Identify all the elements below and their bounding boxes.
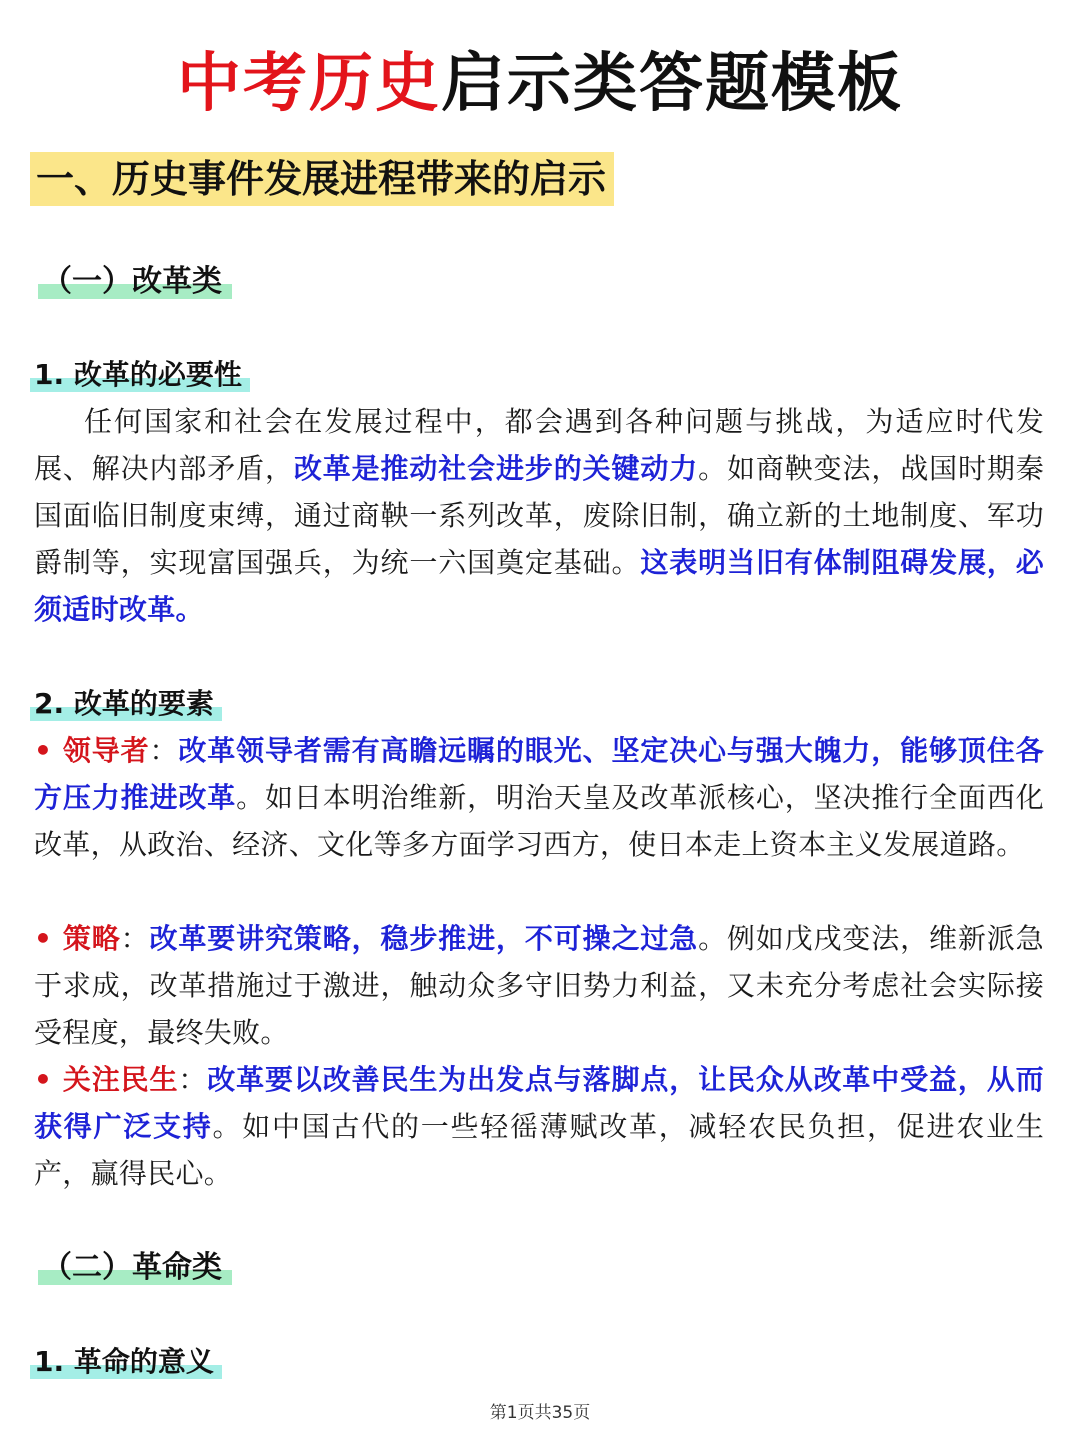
people-example: 。如中国古代的一些轻徭薄赋改革，减轻农民负担，促进农业生产，赢得民心。 [34, 1110, 1044, 1190]
leader-emphasis: 改革领导者需有高瞻远瞩的眼光、坚定决心与强大魄力，能够顶住各方压力推进改革 [34, 734, 1044, 814]
strategy-paragraph [34, 915, 1044, 1056]
reform-necessity-conclusion: 这表明当旧有体制阻碍发展，必须适时改革。 [34, 546, 1044, 626]
title-red-part: 中考历史 [177, 47, 441, 121]
reform-necessity-heading: 1. 改革的必要性 [30, 355, 250, 395]
reform-necessity-emphasis: 改革是推动社会进步的关键动力 [293, 452, 699, 485]
people-emphasis: 改革要以改善民生为出发点与落脚点，让民众从改革中受益，从而获得广泛支持 [34, 1063, 1044, 1143]
people-paragraph [34, 1056, 1044, 1197]
strategy-emphasis: 改革要讲究策略，稳步推进，不可操之过急 [149, 922, 699, 955]
page-number: 第1页共35页 [489, 1403, 591, 1423]
leader-label: • 领导者 [34, 734, 150, 767]
reform-elements-heading: 2. 改革的要素 [30, 684, 222, 724]
revolution-heading: （二）革命类 [38, 1248, 232, 1288]
reform-necessity-example: 。如商鞅变法，战国时期秦国面临旧制度束缚，通过商鞅一系列改革，废除旧制，确立新的土地制度、军功爵制等，实现富国强兵，为统一六国奠定基础。 [34, 452, 1044, 579]
title-black-part: 启示类答题模板 [441, 47, 903, 121]
people-colon: ： [178, 1063, 208, 1096]
reform-necessity-text: 任何国家和社会在发展过程中，都会遇到各种问题与挑战，为适应时代发展、解决内部矛盾， [34, 405, 1044, 485]
reform-heading: （一）改革类 [38, 262, 232, 302]
leader-paragraph [34, 727, 1044, 868]
leader-example: 。如日本明治维新，明治天皇及改革派核心，坚决推行全面西化改革，从政治、经济、文化等多方面学习西方，使日本走上资本主义发展道路。 [34, 781, 1045, 861]
strategy-example: 。例如戊戌变法，维新派急于求成，改革措施过于激进，触动众多守旧势力利益，又未充分考虑社会实际接受程度，最终失败。 [34, 922, 1044, 1049]
page-title [0, 44, 1080, 124]
section-heading: 一、历史事件发展进程带来的启示 [30, 152, 614, 206]
people-label: • 关注民生 [34, 1063, 179, 1096]
reform-necessity-paragraph [34, 398, 1044, 633]
strategy-label: • 策略 [34, 922, 121, 955]
leader-colon: ： [149, 734, 179, 767]
revolution-meaning-heading: 1. 革命的意义 [30, 1342, 222, 1382]
strategy-colon: ： [120, 922, 150, 955]
